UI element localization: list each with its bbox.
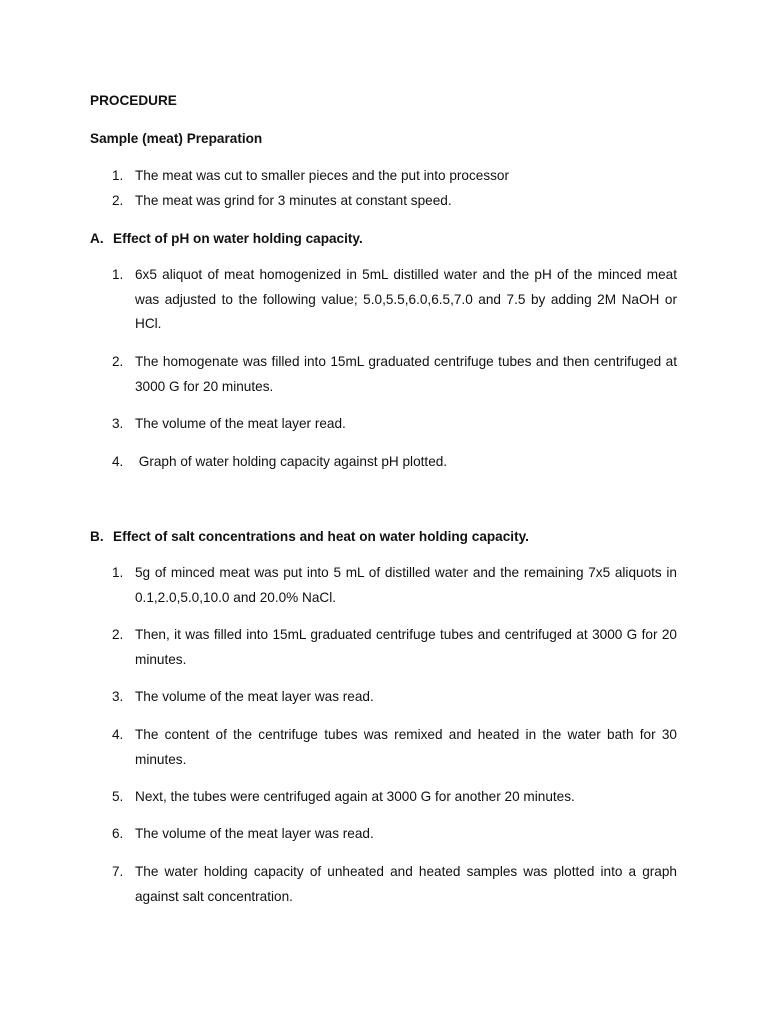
sample-preparation-heading: Sample (meat) Preparation [90, 131, 263, 146]
list-text: Graph of water holding capacity against pH plotted. [135, 454, 448, 469]
list-text: The volume of the meat layer was read. [135, 689, 374, 704]
section-b-heading [90, 527, 529, 547]
section-a-heading [90, 229, 363, 249]
section-title: Effect of salt concentrations and heat on water holding capacity. [113, 529, 529, 544]
list-number: 4. [112, 727, 124, 742]
list-number: 1. [112, 168, 124, 183]
page-title: PROCEDURE [90, 93, 177, 108]
list-number: 6. [112, 826, 124, 841]
section-letter: B. [90, 529, 104, 544]
section-letter: A. [90, 231, 104, 246]
list-number: 3. [112, 689, 124, 704]
list-text: The volume of the meat layer read. [135, 416, 346, 431]
list-text: 5g of minced meat was put into 5 mL of distilled water and the remaining 7x5 aliquots in 0.1,2.0,5.0,10.0 and 20.0% NaCl. [135, 565, 677, 605]
list-number: 5. [112, 789, 124, 804]
section-title: Effect of pH on water holding capacity. [113, 231, 363, 246]
list-text: Then, it was filled into 15mL graduated centrifuge tubes and centrifuged at 3000 G for 20 minutes. [135, 627, 677, 667]
list-text: The meat was grind for 3 minutes at constant speed. [135, 193, 452, 208]
list-text: The content of the centrifuge tubes was remixed and heated in the water bath for 30 minutes. [135, 727, 677, 767]
list-number: 2. [112, 354, 124, 369]
list-number: 1. [112, 565, 124, 580]
list-text: The meat was cut to smaller pieces and the put into processor [135, 168, 510, 183]
list-text: The volume of the meat layer was read. [135, 826, 374, 841]
list-number: 3. [112, 416, 124, 431]
list-number: 4. [112, 454, 124, 469]
list-number: 2. [112, 627, 124, 642]
list-number: 2. [112, 193, 124, 208]
list-number: 1. [112, 267, 124, 282]
list-text: Next, the tubes were centrifuged again at 3000 G for another 20 minutes. [135, 789, 575, 804]
list-number: 7. [112, 864, 124, 879]
list-text: The water holding capacity of unheated and heated samples was plotted into a graph against salt concentration. [135, 864, 677, 904]
list-text: The homogenate was filled into 15mL graduated centrifuge tubes and then centrifuged at 3000 G for 20 minutes. [135, 354, 677, 394]
list-text: 6x5 aliquot of meat homogenized in 5mL distilled water and the pH of the minced meat was adjusted to the following value; 5.0,5.5,6.0,6.5,7.0 and 7.5 by adding 2M NaOH or HCl. [135, 267, 677, 332]
